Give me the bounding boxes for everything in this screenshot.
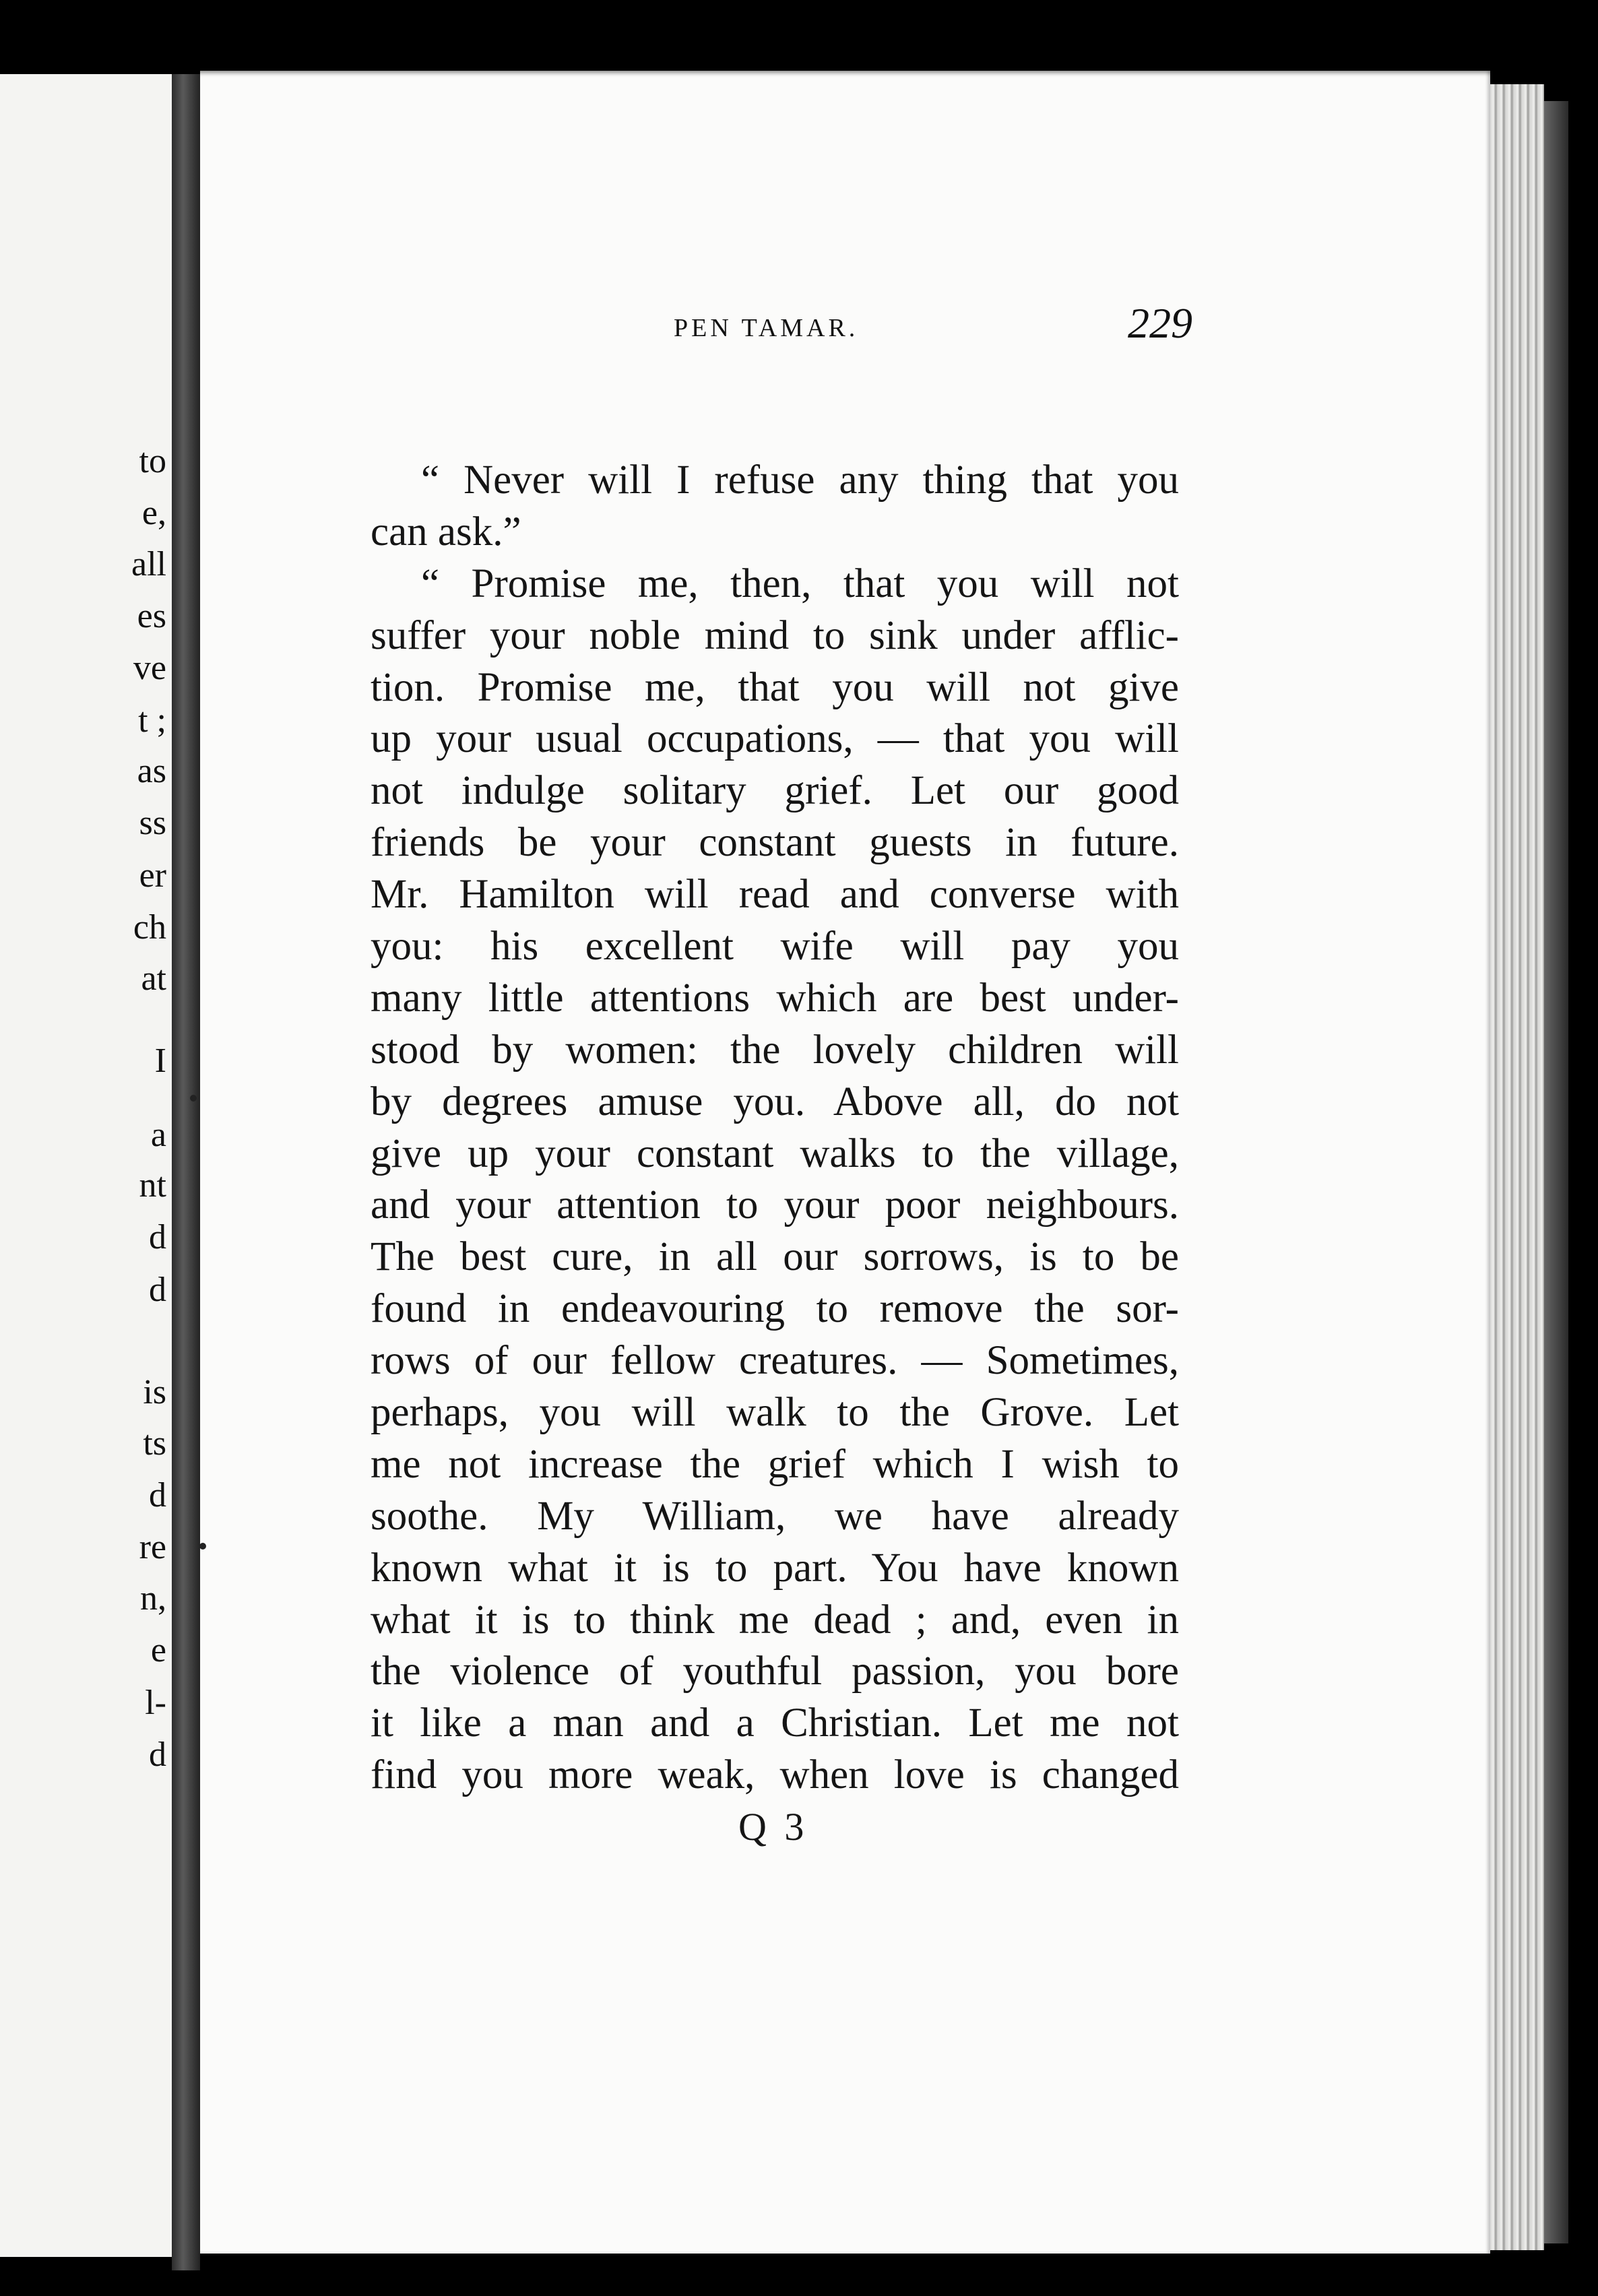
text-line: “ Promise me, then, that you will not [421,561,1179,606]
text-line: what it is to think me dead ; and, even in [371,1597,1179,1643]
ink-speck [190,1095,197,1102]
facing-page-fragment: n, [140,1579,166,1618]
text-line: me not increase the grief which I wish to [371,1441,1179,1487]
facing-page [0,74,172,2257]
running-title: PEN TAMAR. [674,314,859,342]
signature-mark: Q 3 [738,1805,808,1849]
facing-page-fragment: ch [133,908,166,947]
text-line: rows of our fellow creatures. — Sometimes, [371,1338,1179,1384]
text-line: tion. Promise me, that you will not give [371,664,1179,710]
text-line: up your usual occupations, — that you will [371,716,1179,762]
text-line: can ask.” [371,509,521,554]
text-line: many little attentions which are best under- [371,975,1179,1021]
text-line: the violence of youthful passion, you bore [371,1649,1179,1694]
facing-page-fragment: t ; [138,701,166,740]
book-gutter [172,74,200,2270]
text-line: The best cure, in all our sorrows, is to be [371,1234,1179,1280]
page-edges [1490,84,1544,2250]
facing-page-fragment: I [154,1042,166,1080]
text-line: find you more weak, when love is changed [371,1752,1179,1798]
text-line: friends be your constant guests in future. [371,820,1179,866]
page-header [202,298,1192,359]
text-line: it like a man and a Christian. Let me not [371,1700,1179,1746]
facing-page-fragment: e, [141,494,166,532]
text-line: soothe. My William, we have already [371,1493,1179,1539]
facing-page-fragment: at [141,959,166,998]
text-line: stood by women: the lovely children will [371,1027,1179,1073]
facing-page-fragment: ts [143,1424,166,1463]
facing-page-fragment: d [149,1735,166,1774]
facing-page-fragment: a [150,1116,166,1154]
text-line: and your attention to your poor neighbours. [371,1182,1179,1228]
text-line: you: his excellent wife will pay you [371,924,1179,969]
facing-page-fragment: ss [139,804,166,842]
facing-page-fragment: ve [133,649,166,687]
facing-page-fragment: es [137,597,166,635]
facing-page-fragment: re [139,1528,166,1566]
book-cover-edge [1544,101,1568,2243]
text-line: known what it is to part. You have known [371,1545,1179,1591]
text-line: give up your constant walks to the village, [371,1130,1179,1176]
text-line: Mr. Hamilton will read and converse with [371,872,1179,918]
body-text [371,455,1179,1801]
facing-page-fragment: e [150,1631,166,1669]
text-line: by degrees amuse you. Above all, do not [371,1079,1179,1124]
page-number: 229 [1128,299,1192,347]
facing-page-fragment: er [139,856,166,895]
facing-page-fragment: as [137,752,166,790]
text-line: not indulge solitary grief. Let our good [371,768,1179,814]
facing-page-fragment: d [149,1218,166,1256]
facing-page-fragment: l- [145,1684,166,1722]
text-line: “ Never will I refuse any thing that you [421,457,1179,503]
facing-page-fragment: d [149,1476,166,1514]
facing-page-fragment: all [131,545,166,583]
text-line: found in endeavouring to remove the sor- [371,1286,1179,1332]
text-line: perhaps, you will walk to the Grove. Let [371,1390,1179,1436]
text-line: suffer your noble mind to sink under afflic- [371,612,1179,658]
facing-page-fragment: nt [139,1166,166,1205]
ink-speck [199,1543,206,1550]
facing-page-fragment: is [143,1373,166,1411]
facing-page-fragment: d [149,1271,166,1309]
facing-page-fragment: to [139,442,166,480]
